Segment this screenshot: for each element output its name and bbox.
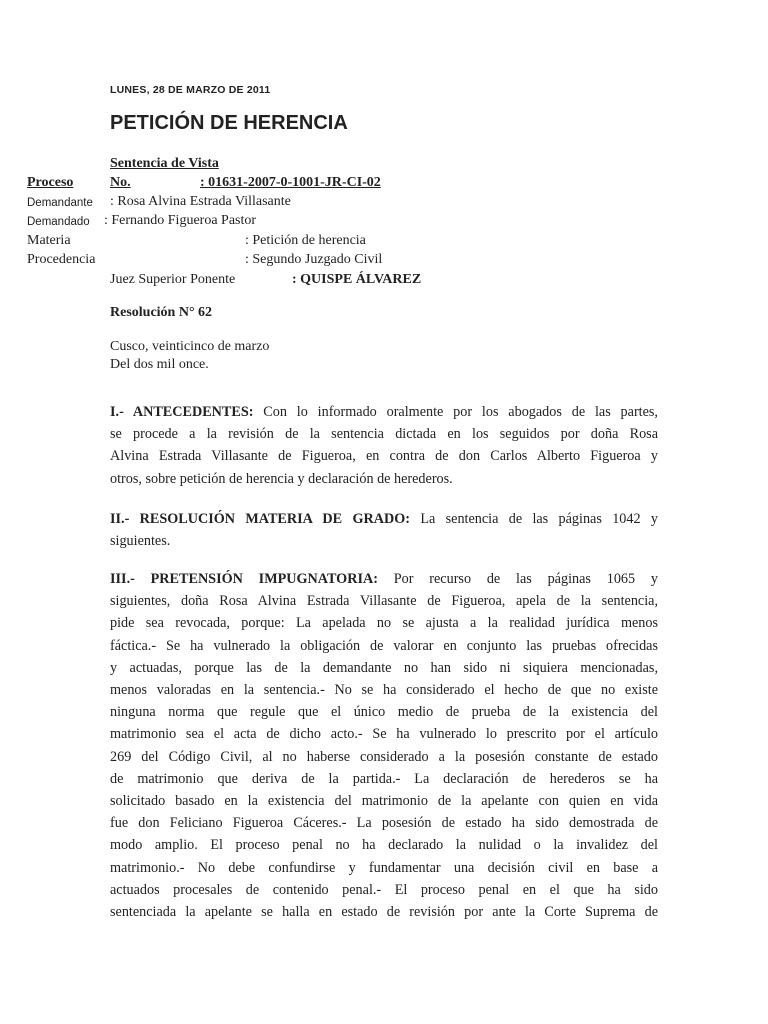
pretension-heading: III.- PRETENSIÓN IMPUGNATORIA: [110,571,378,587]
resolucion-number: Resolución N° 62 [110,305,213,320]
paragraph-text: La sentencia de las páginas 1042 y [410,511,658,527]
document-date: LUNES, 28 DE MARZO DE 2011 [110,84,271,96]
paragraph-line: Alvina Estrada Villasante de Figueroa, en contra de don Carlos Alberto Figueroa y [110,448,658,465]
paragraph-text: Por recurso de las páginas 1065 y [377,571,659,587]
demandante-value: : Rosa Alvina Estrada Villasante [110,194,291,209]
paragraph-line: 269 del Código Civil, al no haberse considerado a la posesión constante de estado [110,748,658,765]
paragraph-line: menos valoradas en la sentencia.- No se ha considerado el hecho de que no existe [110,682,658,699]
paragraph-line: solicitado basado en la existencia del matrimonio de la apelante con quien en vida [110,793,658,810]
no-value: : 01631-2007-0-1001-JR-CI-02 [200,175,381,190]
resolucion-materia-heading: II.- RESOLUCIÓN MATERIA DE GRADO: [110,511,410,527]
materia-value: : Petición de herencia [245,233,366,248]
paragraph-line: modo amplio. El proceso penal no ha declarado la nulidad o la invalidez del [110,837,658,854]
sentencia-heading: Sentencia de Vista [110,156,219,171]
juez-value: : QUISPE ÁLVAREZ [292,272,422,287]
paragraph-line: matrimonio.- No debe confundirse y fundamentar una decisión civil en base a [110,859,658,876]
proceso-label: Proceso [27,175,74,190]
paragraph-line: otros, sobre petición de herencia y declaración de herederos. [110,470,453,487]
procedencia-value: : Segundo Juzgado Civil [245,252,383,267]
procedencia-label: Procedencia [27,252,96,267]
paragraph-line: y actuadas, porque las de la demandante no han sido ni siquiera mencionadas, [110,659,658,676]
place-date-line-1: Cusco, veinticinco de marzo [110,339,270,354]
demandado-value: : Fernando Figueroa Pastor [104,213,257,228]
resolucion-materia-paragraph [110,508,658,552]
paragraph-line: se procede a la revisión de la sentencia dictada en los seguidos por doña Rosa [110,426,658,443]
paragraph-line: actuados procesales de contenido penal.- El proceso penal en el que ha sido [110,881,658,898]
demandante-label: Demandante [27,197,93,209]
paragraph-line: de matrimonio que deriva de la partida.- La declaración de herederos se ha [110,770,658,787]
paragraph-line: ninguna norma que regule que el único medio de prueba de la existencia del [110,704,658,721]
demandado-label: Demandado [27,216,90,228]
no-label: No. [110,175,131,190]
antecedentes-paragraph [110,401,658,490]
materia-label: Materia [27,233,71,248]
paragraph-line: siguientes, doña Rosa Alvina Estrada Villasante de Figueroa, apela de la sentencia, [110,593,658,610]
paragraph-line: fue don Feliciano Figueroa Cáceres.- La posesión de estado ha sido demostrada de [110,815,658,832]
paragraph-text: Con lo informado oralmente por los abogados de las partes, [253,404,658,420]
antecedentes-heading: I.- ANTECEDENTES: [110,404,254,420]
paragraph-line: fáctica.- Se ha vulnerado la obligación de valorar en conjunto las pruebas ofrecidas [110,637,658,654]
place-date-line-2: Del dos mil once. [110,357,209,372]
document-title: PETICIÓN DE HERENCIA [110,112,348,134]
paragraph-line: sentenciada la apelante se halla en estado de revisión por ante la Corte Suprema de [110,904,658,921]
paragraph-line: matrimonio sea el acta de dicho acto.- Se ha vulnerado lo prescrito por el artículo [110,726,658,743]
pretension-paragraph [110,568,658,923]
juez-label: Juez Superior Ponente [110,272,236,287]
paragraph-line: siguientes. [110,533,171,550]
paragraph-line: pide sea revocada, porque: La apelada no se ajusta a la realidad jurídica menos [110,615,658,632]
